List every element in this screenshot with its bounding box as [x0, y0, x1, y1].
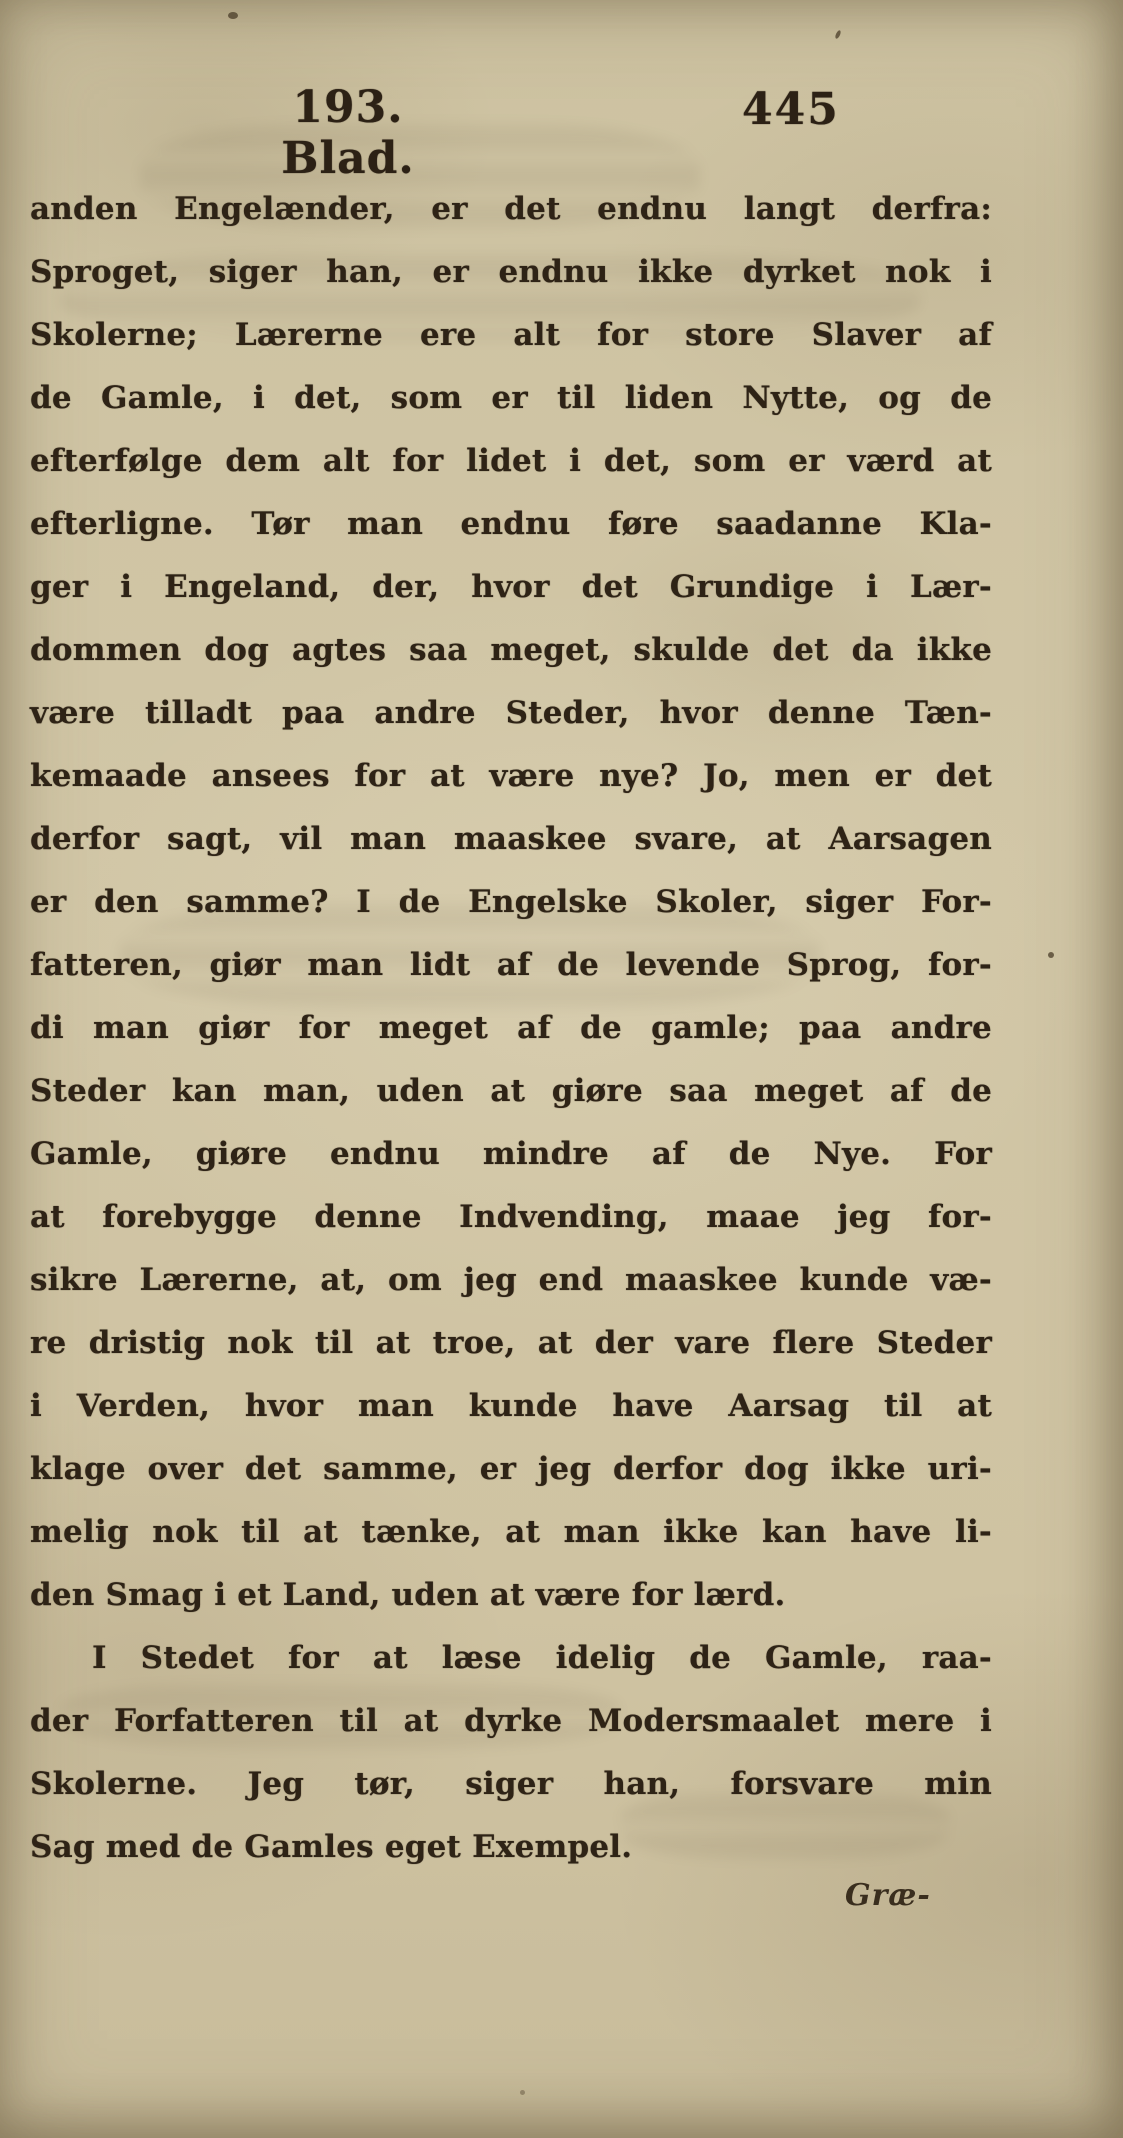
ink-speck — [228, 12, 238, 19]
text-line: der Forfatteren til at dyrke Modersmaalet mere i — [30, 1703, 992, 1739]
sheet-label: 193. Blad. — [281, 82, 415, 184]
text-line: efterfølge dem alt for lidet i det, som er værd at — [30, 443, 992, 479]
text-line: dommen dog agtes saa meget, skulde det da ikke — [30, 632, 992, 668]
text-line: Gamle, giøre endnu mindre af de Nye. For — [30, 1136, 992, 1172]
text-line: Skolerne. Jeg tør, siger han, forsvare min — [30, 1766, 992, 1802]
text-line: være tilladt paa andre Steder, hvor denne Tæn- — [30, 695, 992, 731]
text-line: fatteren, giør man lidt af de levende Sprog, for- — [30, 947, 992, 983]
page-number: 445 — [742, 84, 840, 135]
text-line: Skolerne; Lærerne ere alt for store Slaver af — [30, 317, 992, 353]
text-line: at forebygge denne Indvending, maae jeg for- — [30, 1199, 992, 1235]
ink-speck — [834, 30, 841, 40]
text-line: klage over det samme, er jeg derfor dog ikke uri- — [30, 1451, 992, 1487]
page-header — [0, 82, 1123, 184]
text-line: di man giør for meget af de gamle; paa andre — [30, 1010, 992, 1046]
text-line: er den samme? I de Engelske Skoler, siger For- — [30, 884, 992, 920]
ink-speck — [520, 2090, 525, 2095]
text-line: ger i Engeland, der, hvor det Grundige i Lær- — [30, 569, 992, 605]
text-line: Steder kan man, uden at giøre saa meget af de — [30, 1073, 992, 1109]
text-line: anden Engelænder, er det endnu langt derfra: — [30, 191, 992, 227]
text-line: melig nok til at tænke, at man ikke kan have li- — [30, 1514, 992, 1550]
text-line: sikre Lærerne, at, om jeg end maaskee kunde væ- — [30, 1262, 992, 1298]
text-line: I Stedet for at læse idelig de Gamle, raa- — [92, 1640, 992, 1676]
text-line: Sproget, siger han, er endnu ikke dyrket nok i — [30, 254, 992, 290]
text-line: derfor sagt, vil man maaskee svare, at Aarsagen — [30, 821, 992, 857]
text-line: efterligne. Tør man endnu føre saadanne Kla- — [30, 506, 992, 542]
text-line: den Smag i et Land, uden at være for lærd. — [30, 1577, 786, 1613]
catchword: Græ- — [845, 1878, 931, 1913]
text-line: re dristig nok til at troe, at der vare flere Steder — [30, 1325, 992, 1361]
text-line: Sag med de Gamles eget Exempel. — [30, 1829, 633, 1865]
text-line: kemaade ansees for at være nye? Jo, men er det — [30, 758, 992, 794]
text-block — [30, 178, 992, 1879]
ink-speck — [1048, 952, 1054, 958]
text-line: i Verden, hvor man kunde have Aarsag til at — [30, 1388, 992, 1424]
text-line: de Gamle, i det, som er til liden Nytte, og de — [30, 380, 992, 416]
